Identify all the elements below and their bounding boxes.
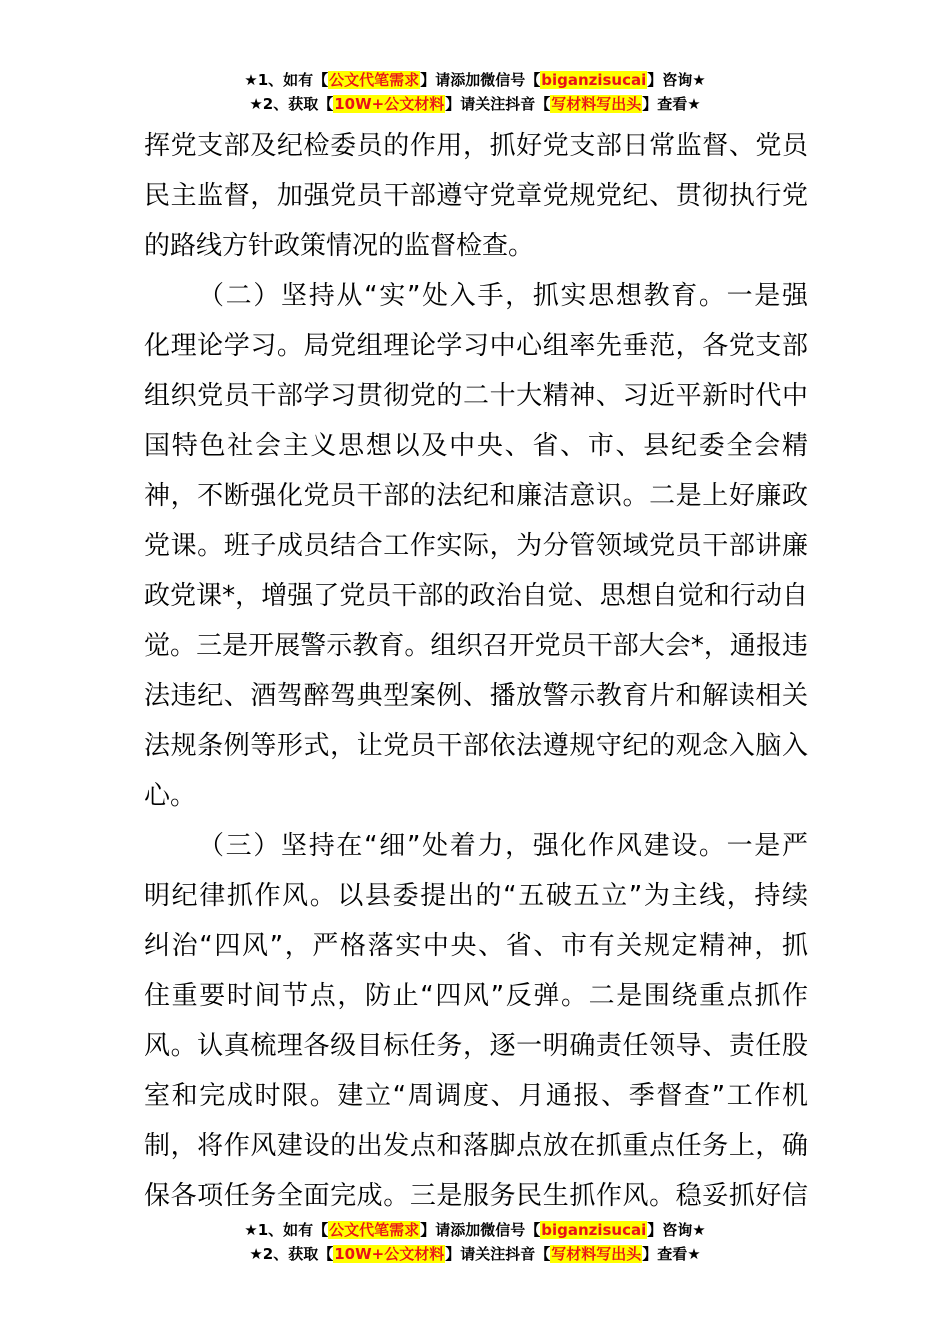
banner-text: ★2、获取【 <box>249 95 334 113</box>
body-line: 风。认真梳理各级目标任务，逐一明确责任领导、责任股 <box>144 1031 808 1061</box>
banner-highlight: biganzisucai <box>541 71 647 89</box>
banner-text: ★1、如有【 <box>244 71 329 89</box>
body-line: 觉。三是开展警示教育。组织召开党员干部大会*，通报违 <box>144 631 808 661</box>
footer-banner <box>0 1218 950 1266</box>
body-line: 明纪律抓作风。以县委提出的“五破五立”为主线，持续 <box>144 881 808 911</box>
banner-line-2 <box>0 1242 950 1266</box>
banner-highlight: 写材料写出头 <box>551 1245 642 1263</box>
body-line: 神，不断强化党员干部的法纪和廉洁意识。二是上好廉政 <box>144 481 808 511</box>
body-line: 保各项任务全面完成。三是服务民生抓作风。稳妥抓好信 <box>144 1181 808 1211</box>
banner-text: 】请关注抖音【 <box>445 1245 551 1263</box>
banner-highlight: 10W+公文材料 <box>334 95 445 113</box>
banner-highlight: 写材料写出头 <box>551 95 642 113</box>
body-line: 住重要时间节点，防止“四风”反弹。二是围绕重点抓作 <box>144 981 808 1011</box>
banner-text: 】请关注抖音【 <box>445 95 551 113</box>
body-line: 民主监督，加强党员干部遵守党章党规党纪、贯彻执行党 <box>144 181 808 211</box>
body-line: 制，将作风建设的出发点和落脚点放在抓重点任务上，确 <box>144 1131 808 1161</box>
body-line: 的路线方针政策情况的监督检查。 <box>144 231 535 261</box>
body-line: 组织党员干部学习贯彻党的二十大精神、习近平新时代中 <box>144 381 808 411</box>
banner-text: 】咨询★ <box>647 71 706 89</box>
body-line: 化理论学习。局党组理论学习中心组率先垂范，各党支部 <box>144 331 808 361</box>
banner-text: 】咨询★ <box>647 1221 706 1239</box>
banner-highlight: 公文代笔需求 <box>329 1221 420 1239</box>
banner-text: 】查看★ <box>642 1245 701 1263</box>
banner-text: 】请添加微信号【 <box>420 1221 541 1239</box>
banner-highlight: 10W+公文材料 <box>334 1245 445 1263</box>
body-line: 室和完成时限。建立“周调度、月通报、季督查”工作机 <box>144 1081 808 1111</box>
header-banner <box>0 68 950 116</box>
banner-line-1 <box>0 68 950 92</box>
body-line: 法规条例等形式，让党员干部依法遵规守纪的观念入脑入 <box>144 731 808 761</box>
body-line: 法违纪、酒驾醉驾典型案例、播放警示教育片和解读相关 <box>144 681 808 711</box>
body-line: 党课。班子成员结合工作实际，为分管领域党员干部讲廉 <box>144 531 808 561</box>
body-line: 纠治“四风”，严格落实中央、省、市有关规定精神，抓 <box>144 931 808 961</box>
banner-text: 】查看★ <box>642 95 701 113</box>
body-line: 挥党支部及纪检委员的作用，抓好党支部日常监督、党员 <box>144 131 808 161</box>
document-body <box>144 121 808 1221</box>
banner-line-1 <box>0 1218 950 1242</box>
banner-highlight: biganzisucai <box>541 1221 647 1239</box>
banner-text: ★2、获取【 <box>249 1245 334 1263</box>
body-line: 心。 <box>144 781 197 811</box>
banner-line-2 <box>0 92 950 116</box>
banner-text: 】请添加微信号【 <box>420 71 541 89</box>
banner-text: ★1、如有【 <box>244 1221 329 1239</box>
body-line: 政党课*，增强了党员干部的政治自觉、思想自觉和行动自 <box>144 581 808 611</box>
body-line: （三）坚持在“细”处着力，强化作风建设。一是严 <box>198 831 808 861</box>
body-line: （二）坚持从“实”处入手，抓实思想教育。一是强 <box>198 281 808 311</box>
body-line: 国特色社会主义思想以及中央、省、市、县纪委全会精 <box>144 431 808 461</box>
banner-highlight: 公文代笔需求 <box>329 71 420 89</box>
